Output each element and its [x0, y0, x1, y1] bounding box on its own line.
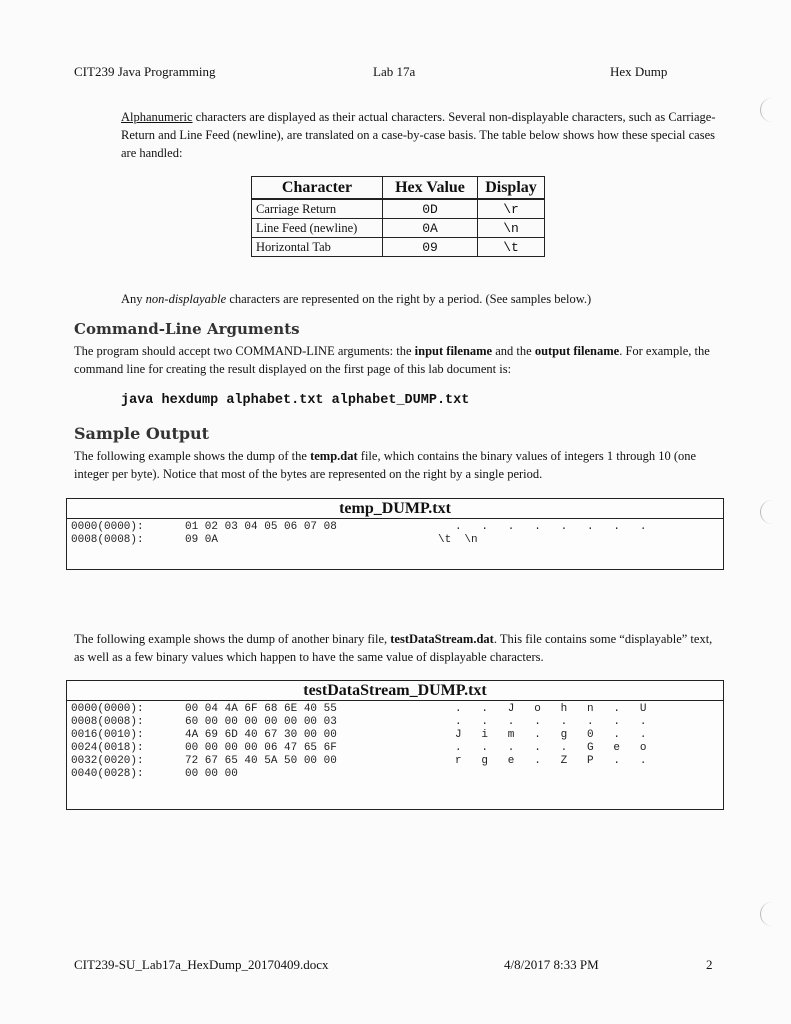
col-header-hex: Hex Value: [383, 177, 478, 200]
cmd-text-3: . For example, the command line for creating the result displayed on the first page of this lab document is:: [74, 344, 710, 376]
intro-text: characters are displayed as their actual characters. Several non-displayable characters, such as Carriage-Return and Line Feed (newline), are translated on a case-by-case basis. The table below shows how these special cases are handled:: [121, 110, 716, 160]
output-filename-term: output filename: [534, 344, 620, 358]
footer-datetime: 4/8/2017 8:33 PM: [504, 957, 599, 972]
dump-hex: 72 67 65 40 5A 50 00 00: [185, 755, 337, 767]
note-text-post: characters are represented on the right by a period. (See samples below.): [226, 292, 592, 306]
cell-display: \r: [478, 199, 545, 219]
dump-offset: 0024(0018):: [71, 742, 144, 754]
input-filename-term: input filename: [414, 344, 493, 358]
second-text-2: . This file contains some “displayable” text, as well as a few binary values which happen to have the same value of displayable characters.: [74, 632, 713, 664]
dump-hex: 00 00 00 00 06 47 65 6F: [185, 742, 337, 754]
cell-character: Horizontal Tab: [252, 238, 383, 257]
col-header-display: Display: [478, 177, 545, 200]
sample-text-2: file, which contains the binary values of integers 1 through 10 (one integer per byte). Notice that most of the bytes are represented on the right by a single period.: [74, 449, 697, 481]
temp-dump-box: [66, 498, 724, 570]
dump-hex: 00 00 00: [185, 768, 238, 780]
second-text-1: The following example shows the dump of another binary file,: [74, 632, 391, 646]
col-header-character: Character: [252, 177, 383, 200]
footer-page-number: 2: [706, 957, 713, 972]
dump-offset: 0000(0000):: [71, 521, 144, 533]
cell-hex: 0D: [383, 199, 478, 219]
special-table-header: [252, 177, 545, 200]
cmd-text-1: The program should accept two COMMAND-LINE arguments: the: [74, 344, 415, 358]
dump-row: [67, 768, 723, 781]
dump-row: [67, 703, 723, 716]
dump-hex: 60 00 00 00 00 00 00 03: [185, 716, 337, 728]
testdatastream-dump-box: [66, 680, 724, 810]
note-emphasis: non-displayable: [145, 292, 227, 306]
dump-offset: 0008(0008):: [71, 716, 144, 728]
command-line-heading: Command-Line Arguments: [74, 320, 300, 338]
dump-chars: . . . . . G e o: [455, 742, 647, 754]
dump-row: [67, 716, 723, 729]
dump-chars: . . . . . . . .: [455, 521, 647, 533]
dump-row: [67, 729, 723, 742]
dump-chars: r g e . Z P . .: [455, 755, 647, 767]
dump-row: [67, 742, 723, 755]
dump-offset: 0000(0000):: [71, 703, 144, 715]
dump-chars: J i m . g 0 . .: [455, 729, 647, 741]
testdatastream-term: testDataStream.dat: [390, 632, 494, 646]
dump-offset: 0008(0008):: [71, 534, 144, 546]
dump-row: [67, 534, 723, 547]
intro-paragraph: [121, 108, 719, 162]
dump-row: [67, 521, 723, 534]
dump-chars: . . . . . . . .: [455, 716, 647, 728]
dump-hex: 4A 69 6D 40 67 30 00 00: [185, 729, 337, 741]
footer-filename: CIT239-SU_Lab17a_HexDump_20170409.docx: [74, 957, 329, 972]
special-characters-table: [251, 176, 545, 257]
example-command: java hexdump alphabet.txt alphabet_DUMP.txt: [121, 393, 470, 408]
dump-offset: 0032(0020):: [71, 755, 144, 767]
table-row: [252, 219, 545, 238]
temp-dat-term: temp.dat: [310, 449, 358, 463]
punch-hole-mark: [760, 902, 791, 926]
dump-offset: 0040(0028):: [71, 768, 144, 780]
sample-text-1: The following example shows the dump of the: [74, 449, 311, 463]
cell-display: \n: [478, 219, 545, 238]
header-course: CIT239 Java Programming: [74, 64, 216, 79]
table-row: [252, 199, 545, 219]
punch-hole-mark: [760, 500, 791, 524]
sample-output-heading: Sample Output: [74, 424, 210, 443]
dump-hex: 01 02 03 04 05 06 07 08: [185, 521, 337, 533]
alphanumeric-link-word: Alphanumeric: [121, 110, 193, 124]
header-topic: Hex Dump: [610, 64, 668, 79]
sample-output-paragraph: [74, 447, 724, 483]
cell-character: Carriage Return: [252, 199, 383, 219]
table-row: [252, 238, 545, 257]
testdatastream-paragraph: [74, 630, 724, 666]
dump-hex: 00 04 4A 6F 68 6E 40 55: [185, 703, 337, 715]
command-line-paragraph: [74, 342, 724, 378]
header-lab: Lab 17a: [373, 64, 416, 79]
dump-row: [67, 755, 723, 768]
dump-offset: 0016(0010):: [71, 729, 144, 741]
cell-hex: 0A: [383, 219, 478, 238]
cell-character: Line Feed (newline): [252, 219, 383, 238]
temp-dump-title: temp_DUMP.txt: [67, 499, 723, 519]
note-text-pre: Any: [121, 292, 146, 306]
cmd-text-2: and the: [492, 344, 535, 358]
punch-hole-mark: [760, 98, 791, 122]
nondisplayable-note: [121, 290, 721, 308]
cell-hex: 09: [383, 238, 478, 257]
dump-hex: 09 0A: [185, 534, 219, 546]
testdatastream-dump-title: testDataStream_DUMP.txt: [67, 681, 723, 701]
dump-chars: . . J o h n . U: [455, 703, 647, 715]
dump-chars: \t \n: [438, 534, 478, 546]
cell-display: \t: [478, 238, 545, 257]
